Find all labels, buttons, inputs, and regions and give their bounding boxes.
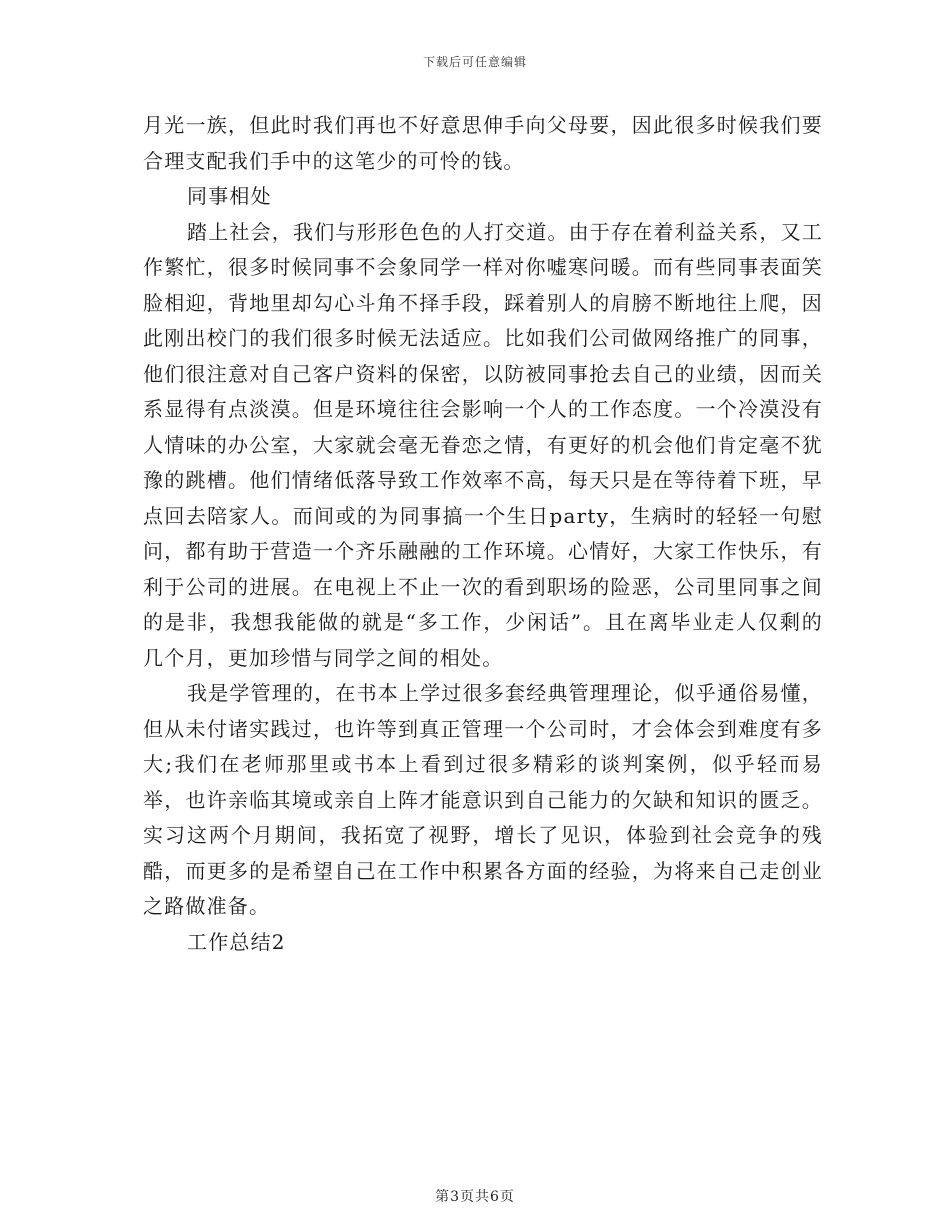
section-heading-colleagues: 同事相处 [187,184,272,208]
paragraph-continuation: 月光一族，但此时我们再也不好意思伸手向父母要，因此很多时候我们要合理支配我们手中的这笔少的可怜的钱。 [143,113,823,173]
page-number-footer: 第3页共6页 [435,1189,515,1205]
section-heading-work-summary-2: 工作总结2 [187,929,286,954]
document-body [143,108,823,960]
page-header-note: 下载后可任意编辑 [422,55,527,69]
paragraph-management: 我是学管理的，在书本上学过很多套经典管理理论，似乎通俗易懂，但从未付诸实践过，也许等到真正管理一个公司时，才会体会到难度有多大;我们在老师那里或书本上看到过很多精彩的谈判案例，似乎轻而易举，也许亲临其境或亲自上阵才能意识到自己能力的欠缺和知识的匮乏。实习这两个月期间，我拓宽了视野，增长了见识，体验到社会竞争的残酷，而更多的是希望自己在工作中积累各方面的经验，为将来自己走创业之路做准备。 [143,681,823,918]
paragraph-colleagues: 踏上社会，我们与形形色色的人打交道。由于存在着利益关系，又工作繁忙，很多时候同事不会象同学一样对你嘘寒问暖。而有些同事表面笑脸相迎，背地里却勾心斗角不择手段，踩着别人的肩膀不断地往上爬，因此刚出校门的我们很多时候无法适应。比如我们公司做网络推广的同事，他们很注意对自己客户资料的保密，以防被同事抢去自己的业绩，因而关系显得有点淡漠。但是环境往往会影响一个人的工作态度。一个冷漠没有人情味的办公室，大家就会毫无眷恋之情，有更好的机会他们肯定毫不犹豫的跳槽。他们情绪低落导致工作效率不高，每天只是在等待着下班，早点回去陪家人。而间或的为同事搞一个生日party，生病时的轻轻一句慰问，都有助于营造一个齐乐融融的工作环境。心情好，大家工作快乐，有利于公司的进展。在电视上不止一次的看到职场的险恶，公司里同事之间的是非，我想我能做的就是“多工作，少闲话”。且在离毕业走人仅剩的几个月，更加珍惜与同学之间的相处。 [143,219,823,670]
